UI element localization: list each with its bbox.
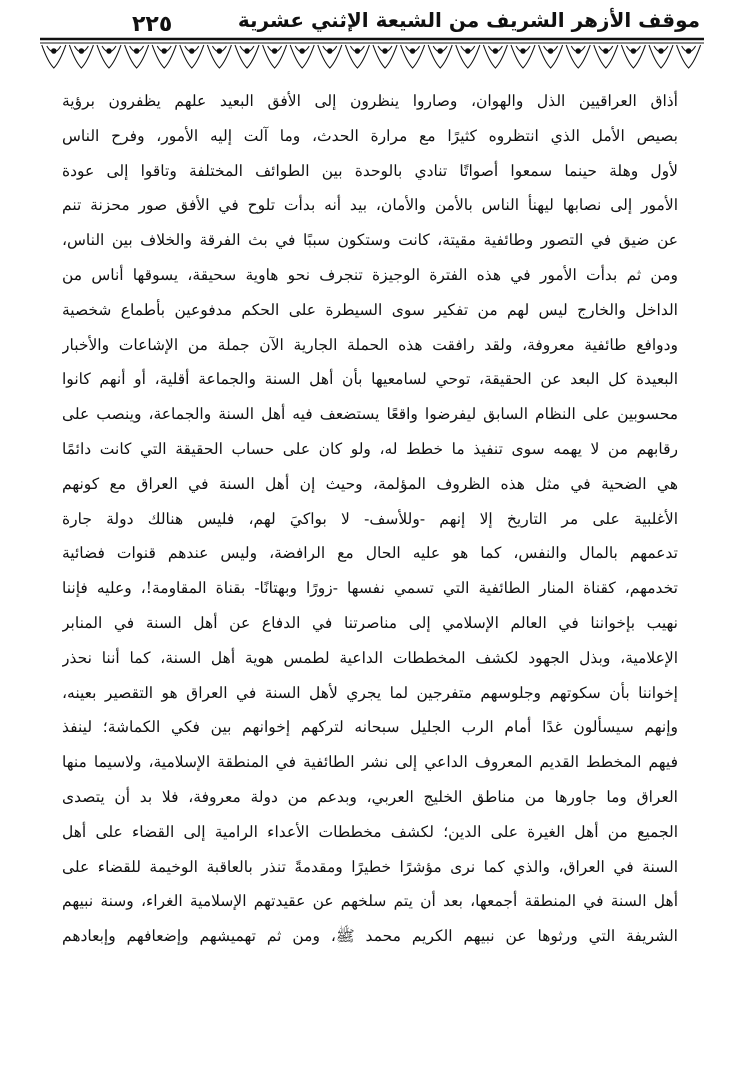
text-line: أهل السنة في المنطقة أجمعها، بعد أن يتم سلخهم عن عقيدتهم الإسلامية الغراء، وسنة نبيهم: [62, 892, 678, 911]
text-line: تدعمهم بالمال والنفس، كما هو عليه الحال مع الرافضة، وليس عندهم قنوات فضائية: [62, 544, 678, 563]
text-line: نهيب بإخواننا في العالم الإسلامي إلى مناصرتنا في الدفاع عن أهل السنة في المنابر: [62, 613, 678, 632]
text-line: ومن ثم بدأت الأمور في هذه الفترة الوجيزة تنجرف نحو هاوية سحيقة، يسوقها أناس من: [62, 265, 678, 284]
text-line: وإنهم سيسألون غدًا أمام الرب الجليل سبحانه لتركهم إخوانهم بين فكي الكماشة؛ لينفذ: [62, 718, 678, 737]
text-line: هي الضحية في مثل هذه الظروف المؤلمة، وحيث إن أهل السنة في العراق مع كونهم: [62, 474, 678, 493]
text-line: الإعلامية، وبذل الجهود لكشف المخططات الداعية لطمس هوية أهل السنة، كما أننا نحذر: [62, 648, 678, 667]
running-title: موقف الأزهر الشريف من الشيعة الإثني عشرية: [237, 8, 700, 32]
text-line: السنة في العراق، والذي كما نرى مؤشرًا خطيرًا ومقدمةً تنذر بالعاقبة الوخيمة للقضاء على: [62, 857, 678, 876]
decorative-border-icon: [40, 36, 704, 72]
text-line: ودوافع طائفية معروفة، ولقد رافقت هذه الحملة الجارية الآن جملة من الإشاعات والأخبار: [62, 335, 678, 354]
text-line: محسوبين على النظام السابق ليفرضوا واقعًا يستضعف فيه أهل السنة والجماعة، وينصب على: [62, 405, 678, 424]
text-line: الشريفة التي ورثوها عن نبيهم الكريم محمد ﷺ، ومن ثم تهميشهم وإضعافهم وإبعادهم: [62, 927, 678, 946]
text-line: فيهم المخطط القديم المعروف الداعي إلى نشر الطائفية في المنطقة الإسلامية، ولاسيما منها: [62, 753, 678, 772]
text-line: العراق وما جاورها من مناطق الخليج العربي، وبدعم من دولة معروفة، فلا بد أن يتصدى: [62, 787, 678, 806]
page-header: [40, 8, 700, 38]
text-line: رقابهم من لا يهمه سوى تنفيذ ما خطط له، ولو كان على حساب الحقيقة التي كانت دائمًا: [62, 439, 678, 458]
page-number: ٢٢٥: [132, 12, 173, 37]
text-line: بصيص الأمل الذي انتظروه كثيرًا مع مرارة الحدث، وما آلت إليه الأمور، وفرح الناس: [62, 126, 678, 145]
text-line: أذاق العراقيين الذل والهوان، وصاروا ينظرون إلى الأفق البعيد علهم يظفرون برؤية: [62, 92, 678, 110]
text-line: الأمور إلى نصابها ليهنأ الناس بالأمن والأمان، بيد أنه بدأت تلوح في الأفق صور محزنة تنم: [62, 196, 678, 215]
text-line: الأغلبية على مر التاريخ إلا إنهم -وللأسف- لا بواكيَ لهم، فليس هنالك دولة جارة: [62, 509, 678, 528]
text-line: الجميع من أهل الغيرة على الدين؛ لكشف مخططات الأعداء الرامية إلى القضاء على أهل: [62, 822, 678, 841]
text-line: الداخل والخارج ليس لهم من تفكير سوى السيطرة على الحكم مدفوعين بأطماع شخصية: [62, 300, 678, 319]
text-line: تخدمهم، كقناة المنار الطائفية التي تسمي نفسها -زورًا وبهتانًا- بقناة المقاومة!، وعليه فإننا: [62, 579, 678, 598]
text-line: البعيدة كل البعد عن الحقيقة، توحي لسامعيها بأن أهل السنة والجماعة أقلية، أو أنهم كانوا: [62, 370, 678, 389]
page-body: [62, 84, 678, 954]
text-line: إخواننا بأن سكوتهم وجلوسهم متفرجين لما يجري لأهل السنة في العراق هو التقصير بعينه،: [62, 683, 678, 702]
text-line: عن ضيق في التصور وطائفية مقيتة، كانت وستكون سببًا في بث الفرقة والخلاف بين الناس،: [62, 231, 678, 250]
text-line: لأول وهلة حينما سمعوا أصواتًا تنادي بالوحدة بين الطوائف المختلفة وتاقوا إلى عودة: [62, 161, 678, 180]
